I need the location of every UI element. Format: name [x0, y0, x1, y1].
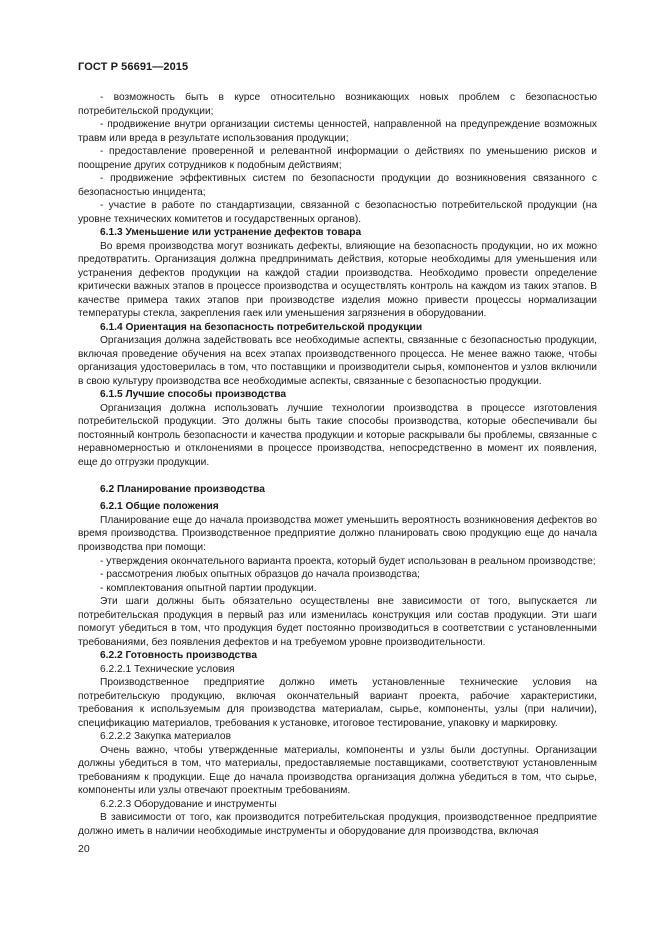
bullet-item: - участие в работе по стандартизации, связанной с безопасностью потребительской продукции (на уровне технических комитетов и государственных органов). [78, 200, 597, 225]
body-paragraph: В зависимости от того, как производится потребительская продукция, производственное предприятие должно иметь в наличии необходимые инструменты и оборудование для производства, включая [78, 812, 597, 837]
section-heading: 6.2.2 Готовность производства [100, 650, 257, 662]
subsection-heading: 6.2.2.2 Закупка материалов [100, 731, 231, 743]
bullet-item: - продвижение внутри организации системы ценностей, направленной на предупреждение возможных травм или вреда в результате использования продукции; [78, 119, 597, 144]
body-paragraph: Во время производства могут возникать дефекты, влияющие на безопасность продукции, но их можно предотвратить. Организация должна предпринимать действия, которые необходимы для уменьшения или устранения дефектов продукции на каждой стадии производства. Необходимо провести определение критически важных этапов в процессе производства и осуществлять контроль на каждом из таких этапов. В качестве примера таких этапов при производстве изделия можно привести процессы нормализации температуры стекла, закрепления гаек или уменьшения загрязнения в оборудовании. [78, 240, 597, 320]
section-heading: 6.2.1 Общие положения [100, 501, 219, 513]
body-paragraph: Организация должна использовать лучшие технологии производства в процессе изготовления потребительской продукции. Это должны быть такие способы производства, которые обеспечивали бы постоянный контроль безопасности и качества продукции и которые раскрывали бы проблемы, связанные с неравномерностью и отклонениями в процессе производства, непосредственно в момент их появления, еще до отгрузки продукции. [78, 402, 597, 468]
body-paragraph: Планирование еще до начала производства может уменьшить вероятность возникновения дефектов во время производства. Производственное предприятие должно планировать свою продукцию еще до начала производства при помощи: [78, 514, 597, 553]
section-heading: 6.1.5 Лучшие способы производства [100, 389, 287, 401]
body-paragraph: Эти шаги должны быть обязательно осуществлены вне зависимости от того, выпускается ли потребительская продукция в первый раз или изменилась конструкция или состав продукции. Эти шаги помогут убедиться в том, что продукция будет постоянно производиться в соответствии с установленными требованиями, без появления дефектов и на требуемом уровне производительности. [78, 596, 597, 648]
subsection-heading: 6.2.2.1 Технические условия [100, 663, 235, 675]
bullet-item: - утверждения окончательного варианта проекта, который будет использован в реальном производстве; [100, 555, 596, 567]
bullet-item: - комплектования опытной партии продукции. [100, 582, 317, 594]
page-number: 20 [78, 843, 90, 855]
bullet-item: - предоставление проверенной и релевантной информации о действиях по уменьшению рисков и поощрение других сотрудников к подобным действиям; [78, 146, 597, 171]
body-paragraph: Очень важно, чтобы утвержденные материалы, компоненты и узлы были доступны. Организации должны убедиться в том, что материалы, предоставляемые поставщиками, соответствуют установленным требованиям к продукции. Еще до начала производства организация должна убедиться в том, что сырье, компоненты или узлы отвечают проектным требованиям. [78, 744, 597, 797]
section-heading: 6.2 Планирование производства [100, 483, 265, 495]
section-heading: 6.1.3 Уменьшение или устранение дефектов товара [100, 227, 362, 239]
bullet-item: - возможность быть в курсе относительно возникающих новых проблем с безопасностью потребительской продукции; [78, 92, 597, 117]
body-paragraph: Организация должна задействовать все необходимые аспекты, связанные с безопасностью продукции, включая проведение обучения на всех этапах производственного процесса. Не менее важно также, чтобы организация удостоверилась в том, что поставщики и производители сырья, компонентов и узлов включили в свою культуру производства все необходимые аспекты, связанные с безопасностью продукции. [78, 335, 597, 387]
section-heading: 6.1.4 Ориентация на безопасность потребительской продукции [100, 321, 423, 333]
body-paragraph: Производственное предприятие должно иметь установленные технические условия на потребительскую продукцию, включая окончательный вариант проекта, рабочие характеристики, требования к используемым для производства материалам, сырье, компоненты, узлы (при наличии), спецификацию материалов, требования к установке, итоговое тестирование, упаковку и маркировку. [78, 677, 597, 729]
bullet-item: - продвижение эффективных систем по безопасности продукции до возникновения связанного с безопасностью инцидента; [78, 173, 597, 198]
subsection-heading: 6.2.2.3 Оборудование и инструменты [100, 798, 277, 810]
document-body [78, 91, 597, 838]
bullet-item: - рассмотрения любых опытных образцов до начала производства; [100, 569, 420, 581]
document-header: ГОСТ Р 56691—2015 [78, 61, 189, 73]
